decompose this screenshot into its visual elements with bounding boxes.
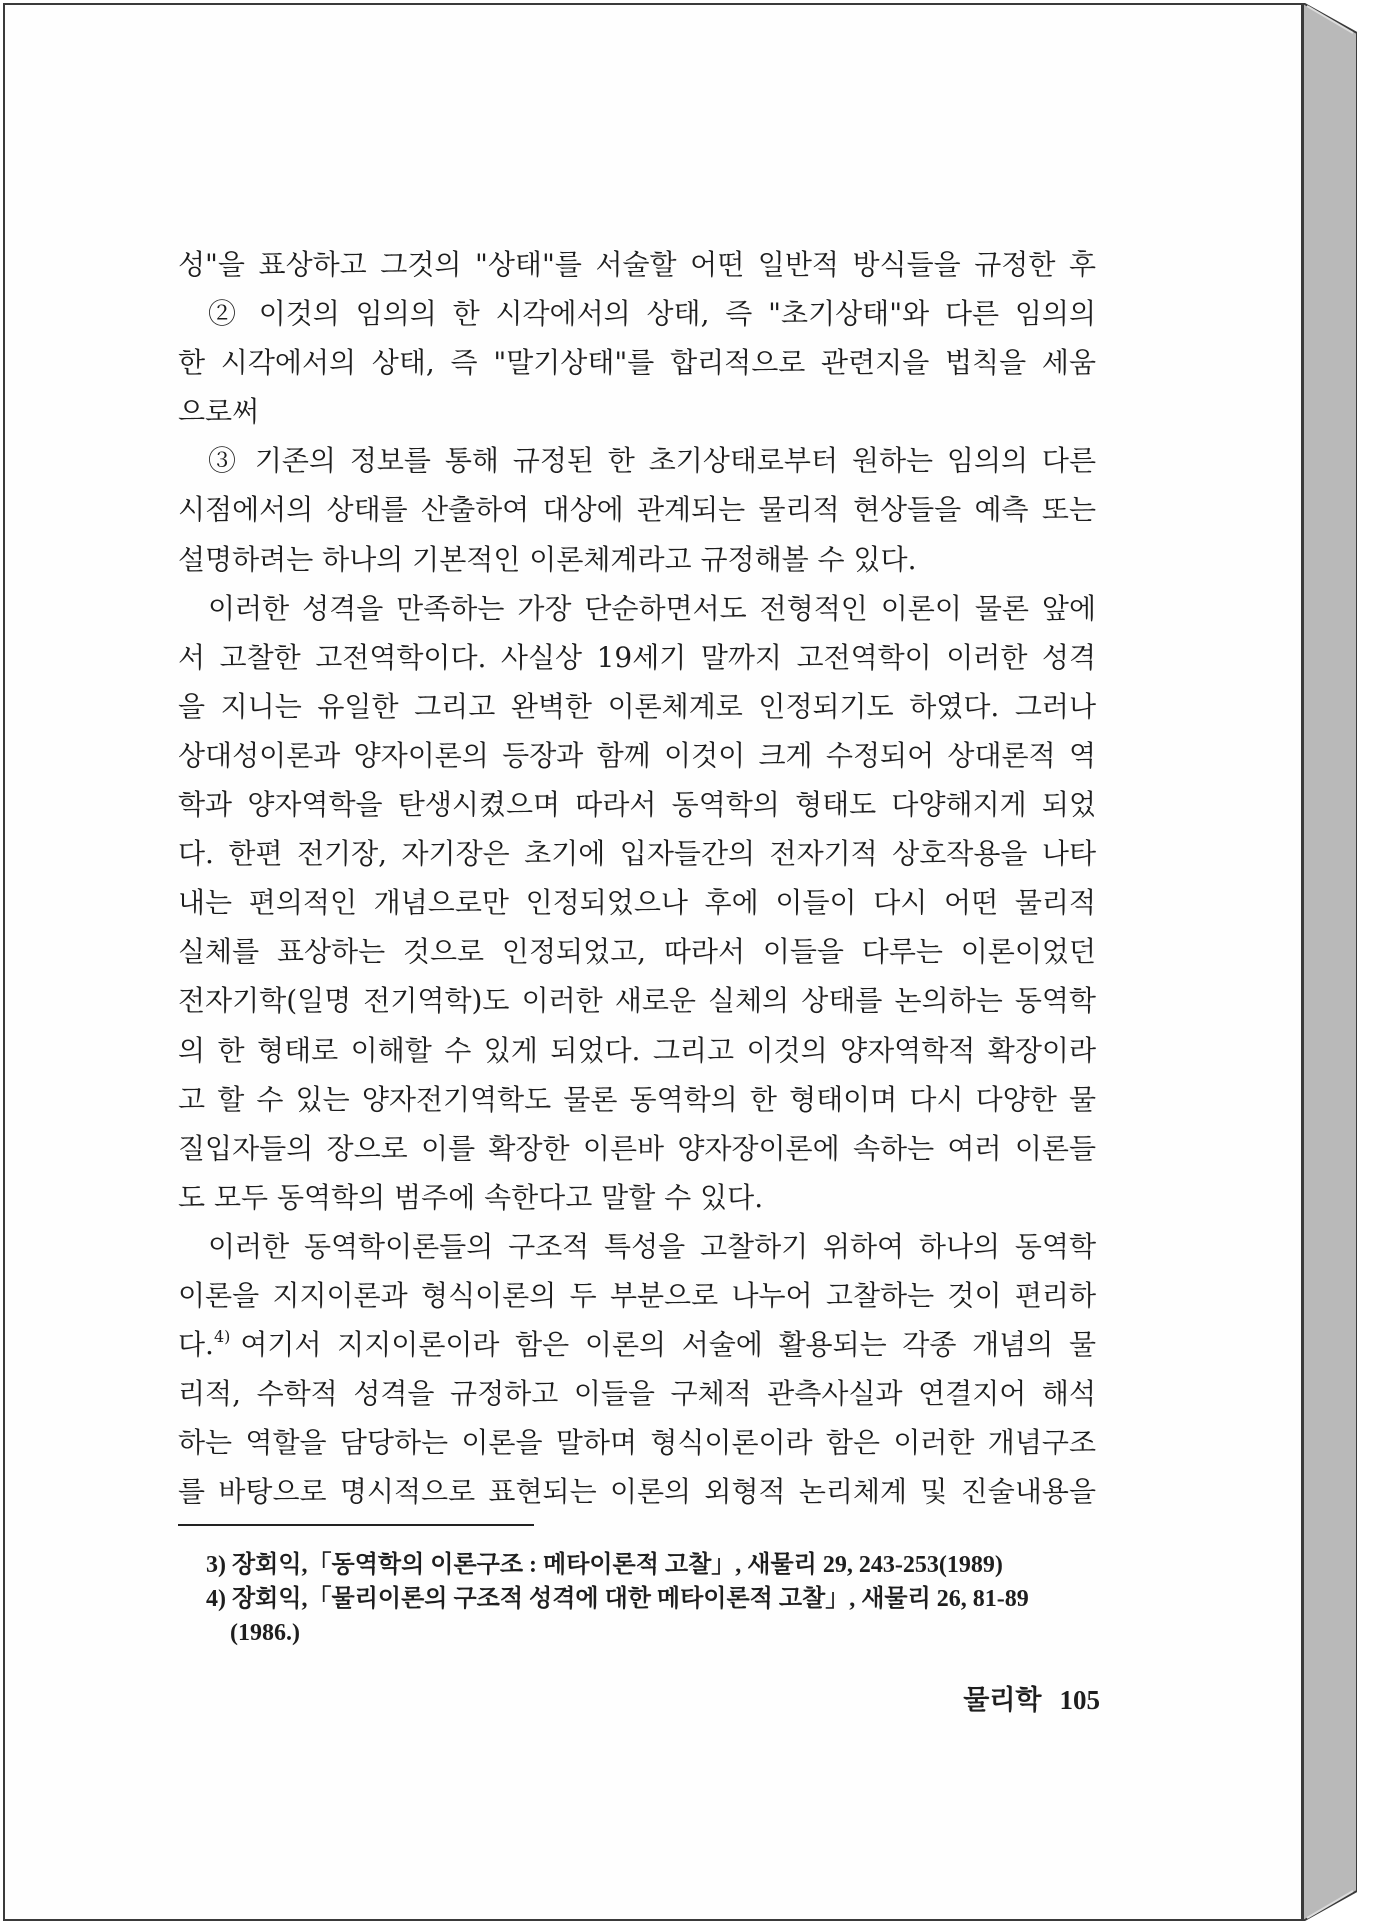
footnote-continuation: (1986.): [230, 1620, 300, 1646]
text-line: 시점에서의 상태를 산출하여 대상에 관계되는 물리적 현상들을 예측 또는: [178, 493, 1096, 527]
text-line: 전자기학(일명 전기역학)도 이러한 새로운 실체의 상태를 논의하는 동역학: [178, 984, 1096, 1018]
page-number: 105: [1059, 1685, 1100, 1715]
text-line: 설명하려는 하나의 기본적인 이론체계라고 규정해볼 수 있다.: [178, 542, 917, 576]
running-footer: [920, 1678, 1100, 1717]
text-fragment: 다.: [178, 1328, 214, 1362]
text-line: ② 이것의 임의의 한 시각에서의 상태, 즉 "초기상태"와 다른 임의의: [208, 297, 1096, 331]
text-line: 성"을 표상하고 그것의 "상태"를 서술할 어떤 일반적 방식들을 규정한 후: [178, 248, 1096, 281]
book-spine: [1303, 3, 1357, 1921]
section-title: 물리학: [963, 1685, 1042, 1715]
text-line: 이론을 지지이론과 형식이론의 두 부분으로 나누어 고찰하는 것이 편리하: [178, 1278, 1096, 1312]
text-line: 리적, 수학적 성격을 규정하고 이들을 구체적 관측사실과 연결지어 해석: [178, 1377, 1096, 1411]
body-text: [178, 240, 1096, 1516]
footnote: 3) 장회익,「동역학의 이론구조 : 메타이론적 고찰」, 새물리 29, 243-253(1989): [206, 1552, 1003, 1578]
text-line: 실체를 표상하는 것으로 인정되었고, 따라서 이들을 다루는 이론이었던: [178, 935, 1096, 969]
text-fragment: 여기서 지지이론이라 함은 이론의 서술에 활용되는 각종 개념의 물: [240, 1328, 1096, 1362]
text-line: 이러한 성격을 만족하는 가장 단순하면서도 전형적인 이론이 물론 앞에: [208, 591, 1096, 625]
footnote-divider: [178, 1524, 534, 1526]
footnote-ref: 4): [213, 1327, 231, 1347]
text-line: 상대성이론과 양자이론의 등장과 함께 이것이 크게 수정되어 상대론적 역: [178, 738, 1096, 772]
text-line: 다. 한편 전기장, 자기장은 초기에 입자들간의 전자기적 상호작용을 나타: [178, 837, 1096, 871]
text-line: [178, 1320, 1096, 1369]
text-line: 을 지니는 유일한 그리고 완벽한 이론체계로 인정되기도 하였다. 그러나: [178, 689, 1096, 723]
text-line: 학과 양자역학을 탄생시켰으며 따라서 동역학의 형태도 다양해지게 되었: [178, 788, 1096, 822]
text-line: 이러한 동역학이론들의 구조적 특성을 고찰하기 위하여 하나의 동역학: [208, 1229, 1096, 1263]
text-line: 고 할 수 있는 양자전기역학도 물론 동역학의 한 형태이며 다시 다양한 물: [178, 1082, 1096, 1116]
text-line: 한 시각에서의 상태, 즉 "말기상태"를 합리적으로 관련지을 법칙을 세움: [178, 346, 1096, 380]
text-line: 를 바탕으로 명시적으로 표현되는 이론의 외형적 논리체계 및 진술내용을: [178, 1475, 1096, 1509]
text-line: 도 모두 동역학의 범주에 속한다고 말할 수 있다.: [178, 1180, 764, 1214]
text-line: 으로써: [178, 395, 260, 429]
text-line: 질입자들의 장으로 이를 확장한 이른바 양자장이론에 속하는 여러 이론들: [178, 1131, 1096, 1165]
footnote: 4) 장회익,「물리이론의 구조적 성격에 대한 메타이론적 고찰」, 새물리 26, 81-89: [206, 1586, 1029, 1612]
text-line: 서 고찰한 고전역학이다. 사실상 19세기 말까지 고전역학이 이러한 성격: [178, 640, 1096, 674]
footnotes: [206, 1548, 1096, 1650]
text-line: ③ 기존의 정보를 통해 규정된 한 초기상태로부터 원하는 임의의 다른: [208, 444, 1096, 478]
text-line: 의 한 형태로 이해할 수 있게 되었다. 그리고 이것의 양자역학적 확장이라: [178, 1033, 1096, 1067]
text-line: 하는 역할을 담당하는 이론을 말하며 형식이론이라 함은 이러한 개념구조: [178, 1426, 1096, 1460]
text-line: 내는 편의적인 개념으로만 인정되었으나 후에 이들이 다시 어떤 물리적: [178, 886, 1096, 920]
